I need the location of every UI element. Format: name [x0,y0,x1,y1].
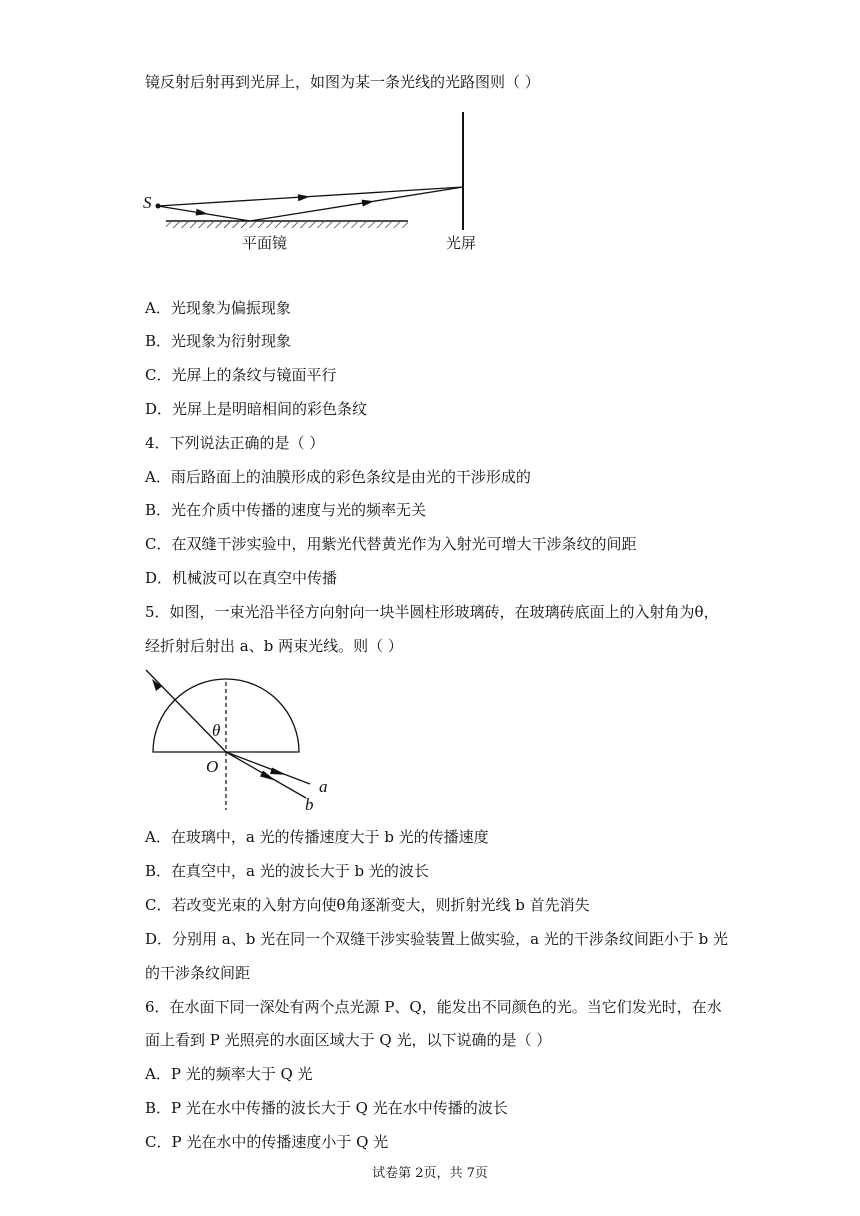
q5-stem-line1: 5．如图，一束光沿半径方向射向一块半圆柱形玻璃砖，在玻璃砖底面上的入射角为θ， [145,603,719,621]
ray-a-label: a [319,777,328,796]
q6-stem-line2: 面上看到 P 光照亮的水面区域大于 Q 光，以下说确的是（ ） [145,1031,552,1049]
ray-b-label: b [305,795,314,814]
arrow-incident [196,209,209,218]
mirror-hatching [166,222,408,228]
q3-option-d: D．光屏上是明暗相间的彩色条纹 [145,400,368,418]
q4-option-d: D．机械波可以在真空中传播 [145,569,338,587]
arrow-direct [298,194,310,202]
q5-option-a: A．在玻璃中，a 光的传播速度大于 b 光的传播速度 [145,828,489,846]
direct-ray [158,187,463,206]
q4-option-b: B．光在介质中传播的速度与光的频率无关 [145,501,427,519]
q5-option-c: C．若改变光束的入射方向使θ角逐渐变大，则折射光线 b 首先消失 [145,896,590,914]
q4-option-a: A．雨后路面上的油膜形成的彩色条纹是由光的干涉形成的 [145,468,531,486]
mirror-label: 平面镜 [242,234,288,252]
q4-option-c: C．在双缝干涉实验中，用紫光代替黄光作为入射光可增大干涉条纹的间距 [145,535,637,553]
source-label: S [143,193,152,212]
q6-option-b: B．P 光在水中传播的波长大于 Q 光在水中传播的波长 [145,1099,508,1117]
q3-option-a: A．光现象为偏振现象 [145,299,291,317]
q6-stem-line1: 6．在水面下同一深处有两个点光源 P、Q，能发出不同颜色的光。当它们发光时，在水 [145,998,722,1016]
q6-option-c: C．P 光在水中的传播速度小于 Q 光 [145,1133,389,1151]
figure-mirror-screen [140,108,480,258]
arrow-reflected [362,198,375,207]
figure-semicircle-glass [140,664,340,814]
question-3-stem-tail: 镜反射后射再到光屏上，如图为某一条光线的光路图则（ ） [145,73,540,91]
ray-a [226,752,310,784]
page-footer: 试卷第 2页，共 7页 [372,1166,488,1181]
q5-stem-line2: 经折射后射出 a、b 两束光线。则（ ） [145,637,403,655]
q3-option-b: B．光现象为衍射现象 [145,332,292,350]
q5-option-b: B．在真空中，a 光的波长大于 b 光的波长 [145,862,429,880]
origin-label: O [206,757,219,776]
theta-label: θ [212,721,221,740]
screen-label: 光屏 [446,234,477,252]
arrow-a [270,768,286,775]
q4-stem: 4．下列说法正确的是（ ） [145,434,325,452]
q5-option-d: D．分别用 a、b 光在同一个双缝干涉实验装置上做实验，a 光的干涉条纹间距小于 b 光 [145,930,728,948]
q3-option-c: C．光屏上的条纹与镜面平行 [145,366,337,384]
q5-option-d-continued: 的干涉条纹间距 [145,964,251,982]
q6-option-a: A．P 光的频率大于 Q 光 [145,1065,313,1083]
reflected-ray [250,187,463,221]
